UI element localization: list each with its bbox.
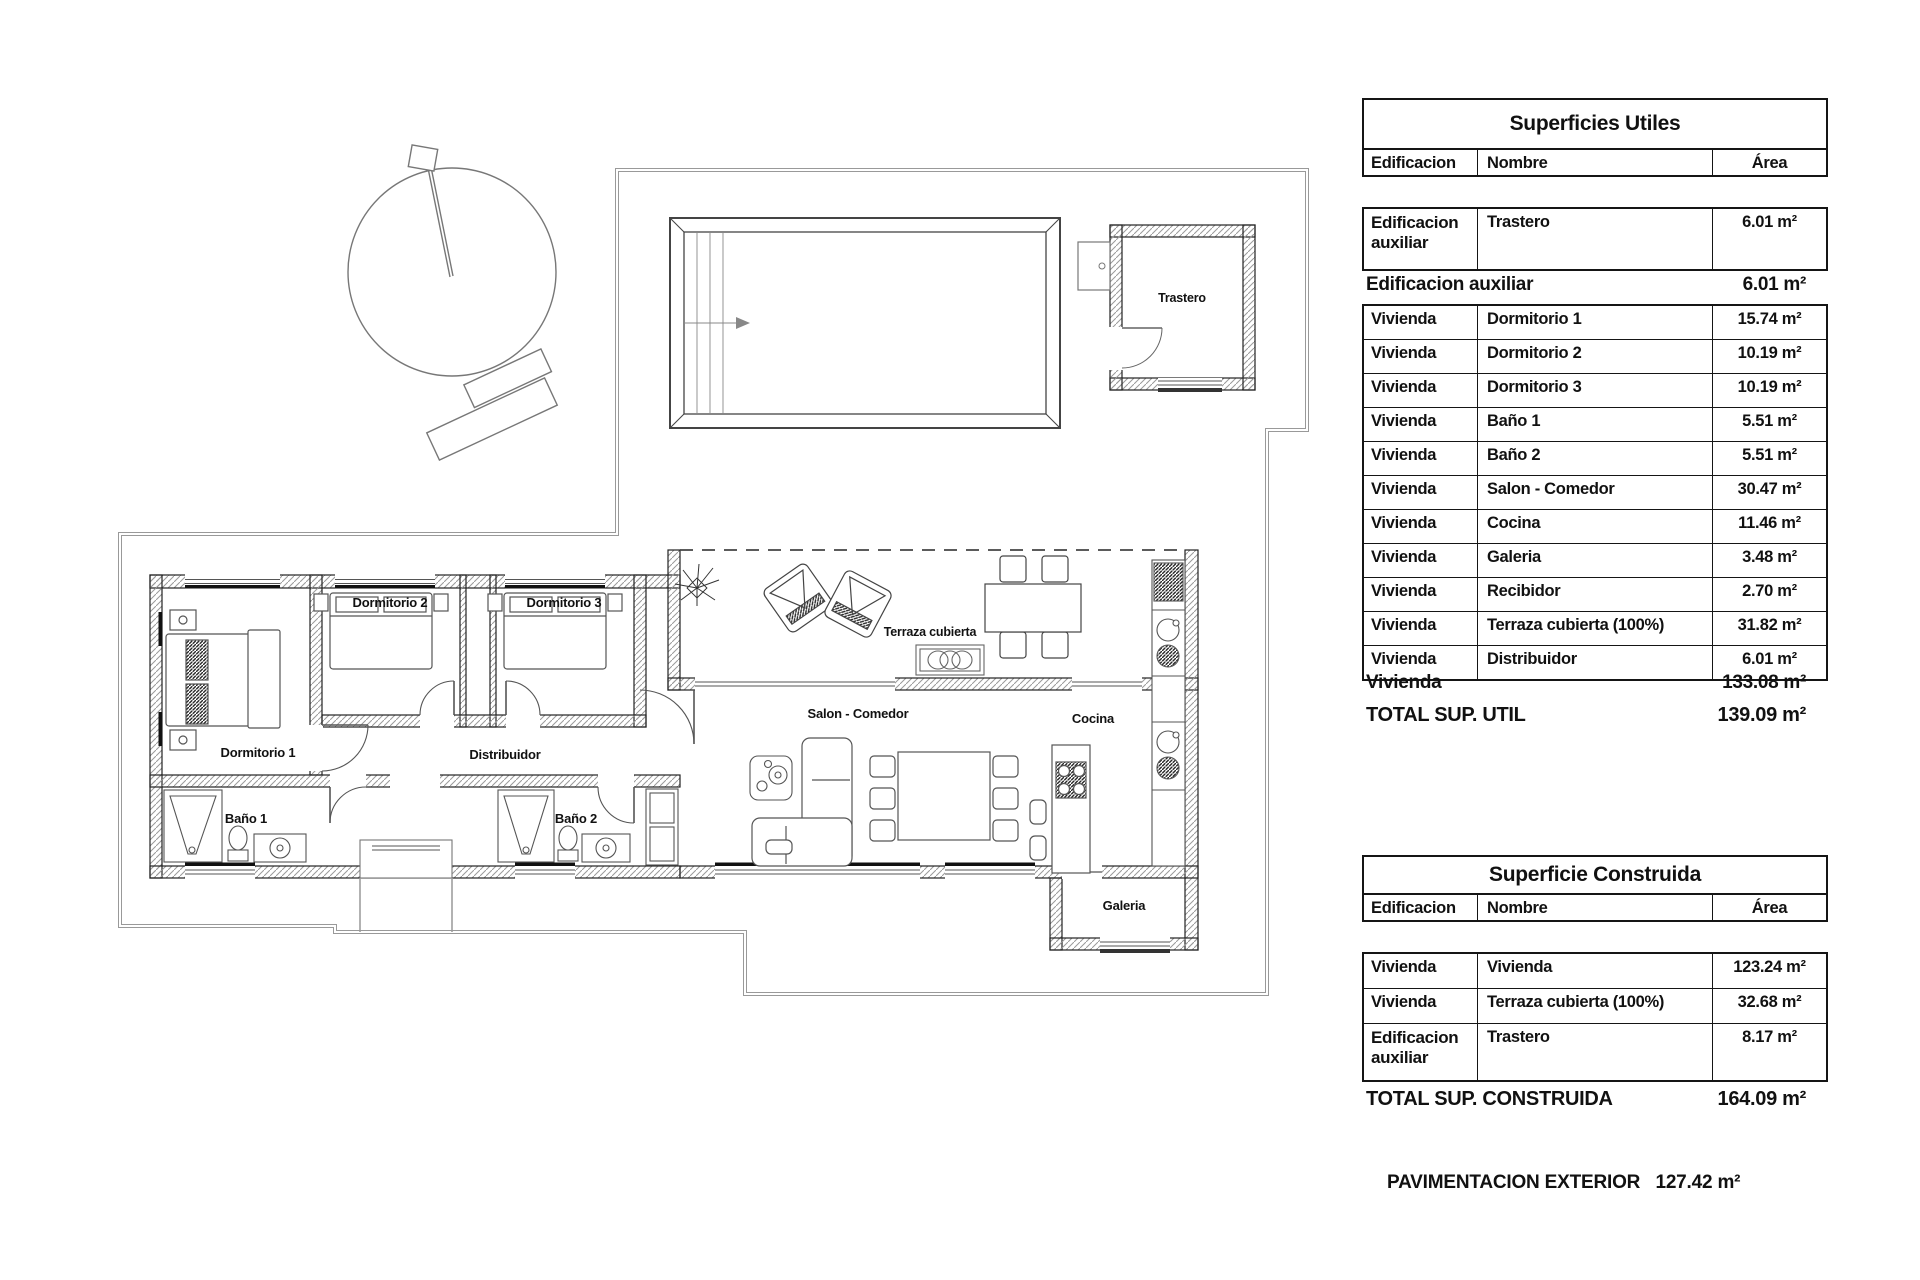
cell-nombre: Baño 1 <box>1477 408 1712 441</box>
footer-value: 127.42 m² <box>1655 1172 1741 1193</box>
room-label-salon-comedor: Salon - Comedor <box>807 706 909 721</box>
cell-area: 6.01 m² <box>1712 646 1826 679</box>
room-label-trastero: Trastero <box>1158 291 1206 305</box>
summary-value: 133.08 m² <box>1722 672 1806 693</box>
cell-edificacion: Vivienda <box>1371 480 1437 498</box>
cell-edificacion: Vivienda <box>1371 582 1437 600</box>
cell-nombre: Distribuidor <box>1477 646 1712 679</box>
pavimentacion-footer <box>1387 1172 1740 1194</box>
col-header-area: Área <box>1712 150 1826 175</box>
utiles-vivienda-summary <box>1362 672 1828 694</box>
lounge-chair-icons <box>762 562 893 639</box>
room-label-terraza-cubierta: Terraza cubierta <box>883 625 977 639</box>
cell-nombre: Baño 2 <box>1477 442 1712 475</box>
construida-table <box>1362 952 1828 1082</box>
cell-edificacion: Edificacion auxiliar <box>1371 213 1459 253</box>
summary-value: 6.01 m² <box>1742 274 1806 295</box>
cell-edificacion: Vivienda <box>1371 616 1437 634</box>
cell-edificacion: Vivienda <box>1371 958 1437 976</box>
utiles-aux-summary <box>1362 274 1828 296</box>
col-header-nombre: Nombre <box>1477 150 1712 175</box>
room-label-cocina: Cocina <box>1071 711 1115 726</box>
room-label-bano-1: Baño 1 <box>224 811 268 826</box>
table-row <box>1364 988 1826 1023</box>
room-label-distribuidor: Distribuidor <box>469 747 541 762</box>
wardrobe-icon <box>646 789 678 865</box>
table-row <box>1364 441 1826 475</box>
cell-area: 30.47 m² <box>1712 476 1826 509</box>
cell-area: 2.70 m² <box>1712 578 1826 611</box>
cell-edificacion: Vivienda <box>1371 344 1437 362</box>
cell-nombre: Dormitorio 3 <box>1477 374 1712 407</box>
cell-nombre: Galeria <box>1477 544 1712 577</box>
cell-area: 6.01 m² <box>1712 209 1826 269</box>
kitchen-counter-icons <box>1152 560 1185 866</box>
area-tables-panel <box>1362 0 1828 1280</box>
superficies-utiles-title: Superficies Utiles <box>1509 112 1681 135</box>
cell-nombre: Trastero <box>1477 209 1712 269</box>
bathroom1-fixtures <box>164 790 306 862</box>
table-row <box>1364 407 1826 441</box>
cell-edificacion: Edificacion auxiliar <box>1371 1028 1459 1068</box>
table-row <box>1364 577 1826 611</box>
col-header-edificacion: Edificacion <box>1371 154 1456 172</box>
total-label: TOTAL SUP. UTIL <box>1366 704 1526 726</box>
cell-area: 5.51 m² <box>1712 442 1826 475</box>
cell-nombre: Cocina <box>1477 510 1712 543</box>
cell-area: 5.51 m² <box>1712 408 1826 441</box>
cell-edificacion: Vivienda <box>1371 514 1437 532</box>
cell-nombre: Recibidor <box>1477 578 1712 611</box>
cell-area: 8.17 m² <box>1712 1024 1826 1080</box>
storage-building <box>1078 225 1255 392</box>
total-value: 139.09 m² <box>1717 704 1806 726</box>
tree-icon <box>348 145 556 376</box>
table-row <box>1364 373 1826 407</box>
entrance-path <box>360 840 452 932</box>
room-label-dormitorio-3: Dormitorio 3 <box>526 595 602 610</box>
cell-edificacion: Vivienda <box>1371 446 1437 464</box>
utiles-rooms-table <box>1362 304 1828 681</box>
superficies-utiles-header-table <box>1362 98 1828 177</box>
pool <box>670 218 1060 428</box>
bathroom2-fixtures <box>498 790 630 862</box>
table-row <box>1364 543 1826 577</box>
cell-edificacion: Vivienda <box>1371 310 1437 328</box>
cell-edificacion: Vivienda <box>1371 548 1437 566</box>
cell-nombre: Terraza cubierta (100%) <box>1477 989 1712 1023</box>
cell-edificacion: Vivienda <box>1371 650 1437 668</box>
cell-area: 32.68 m² <box>1712 989 1826 1023</box>
total-value: 164.09 m² <box>1717 1088 1806 1110</box>
cell-edificacion: Vivienda <box>1371 993 1437 1011</box>
cell-area: 123.24 m² <box>1712 954 1826 988</box>
summary-label: Vivienda <box>1366 672 1442 693</box>
cell-area: 10.19 m² <box>1712 340 1826 373</box>
side-table-icon <box>750 756 792 800</box>
cell-area: 10.19 m² <box>1712 374 1826 407</box>
total-label: TOTAL SUP. CONSTRUIDA <box>1366 1088 1613 1110</box>
table-row <box>1364 611 1826 645</box>
table-row <box>1364 475 1826 509</box>
plant-icon <box>675 564 719 606</box>
room-label-galeria: Galeria <box>1102 898 1146 913</box>
cell-area: 11.46 m² <box>1712 510 1826 543</box>
table-row <box>1364 1023 1826 1080</box>
superficie-construida-header-table <box>1362 855 1828 922</box>
cell-nombre: Trastero <box>1477 1024 1712 1080</box>
utiles-aux-table <box>1362 207 1828 271</box>
utiles-total <box>1362 704 1828 727</box>
construida-total <box>1362 1088 1828 1111</box>
cell-nombre: Salon - Comedor <box>1477 476 1712 509</box>
table-row <box>1364 306 1826 339</box>
cell-edificacion: Vivienda <box>1371 378 1437 396</box>
cell-area: 31.82 m² <box>1712 612 1826 645</box>
cell-nombre: Terraza cubierta (100%) <box>1477 612 1712 645</box>
planter-icon <box>916 645 984 675</box>
dining-table-icon <box>870 752 1018 841</box>
table-row <box>1364 339 1826 373</box>
table-row <box>1364 509 1826 543</box>
bed-icon-dorm1 <box>166 610 280 750</box>
room-label-bano-2: Baño 2 <box>554 811 598 826</box>
kitchen-island-icon <box>1030 745 1090 873</box>
footer-label: PAVIMENTACION EXTERIOR <box>1387 1172 1641 1193</box>
terrace-table-icon <box>985 556 1081 658</box>
cell-area: 3.48 m² <box>1712 544 1826 577</box>
col-header-edificacion: Edificacion <box>1371 899 1456 917</box>
cell-edificacion: Vivienda <box>1371 412 1437 430</box>
col-header-area: Área <box>1712 895 1826 920</box>
col-header-nombre: Nombre <box>1477 895 1712 920</box>
superficie-construida-title: Superficie Construida <box>1489 863 1701 886</box>
room-label-dormitorio-2: Dormitorio 2 <box>352 595 428 610</box>
summary-label: Edificacion auxiliar <box>1366 274 1534 295</box>
cell-nombre: Dormitorio 2 <box>1477 340 1712 373</box>
cell-nombre: Vivienda <box>1477 954 1712 988</box>
table-row <box>1364 954 1826 988</box>
room-label-dormitorio-1: Dormitorio 1 <box>220 745 296 760</box>
cell-area: 15.74 m² <box>1712 306 1826 339</box>
cell-nombre: Dormitorio 1 <box>1477 306 1712 339</box>
